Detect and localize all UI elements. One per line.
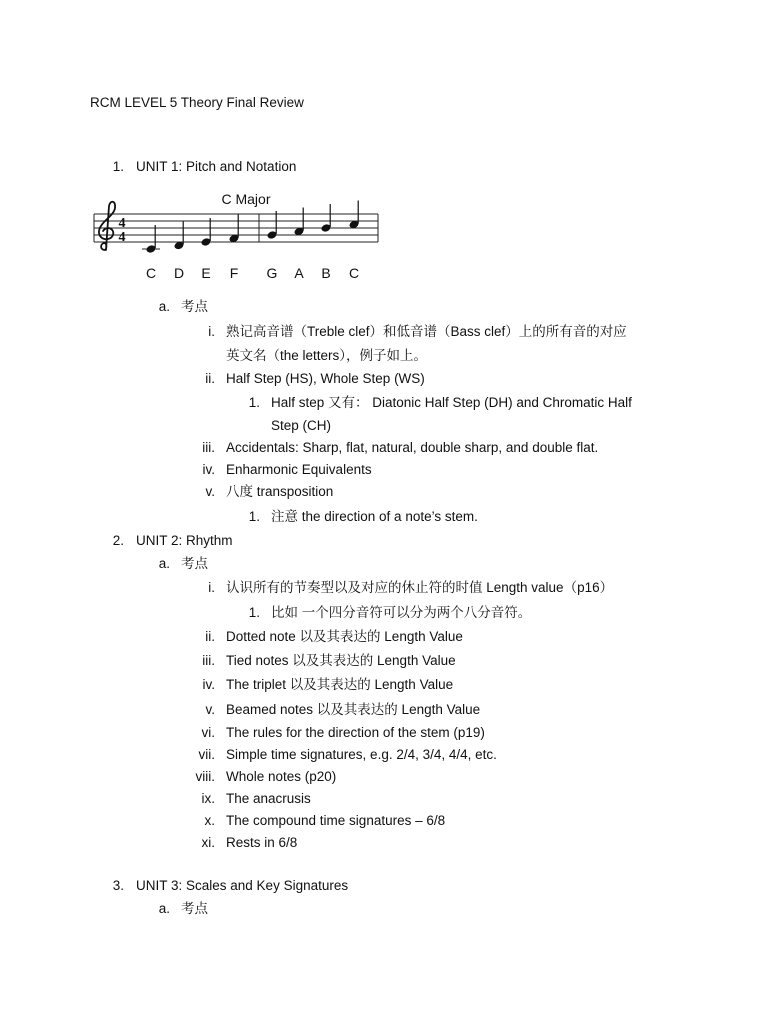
list-number: xi.: [201, 835, 215, 850]
list-item-continuation: 英文名（the letters），例子如上。: [226, 348, 428, 363]
unit2-heading: UNIT 2: Rhythm: [136, 533, 233, 548]
unit1-sub-a-label: 考点: [181, 299, 208, 314]
list-number: 1.: [248, 605, 260, 620]
list-item-continuation: Step (CH): [271, 418, 332, 433]
unit3-sub-a-number: a.: [158, 901, 170, 916]
list-item: Half step 又有： Diatonic Half Step (DH) and Chromatic Half: [271, 395, 632, 410]
list-item: The rules for the direction of the stem (p19): [226, 725, 485, 740]
list-number: 1.: [248, 509, 260, 524]
list-number: iv.: [202, 462, 215, 477]
list-item: Enharmonic Equivalents: [226, 462, 372, 477]
unit3-sub-a-label: 考点: [181, 901, 208, 916]
document-title: RCM LEVEL 5 Theory Final Review: [90, 95, 304, 110]
unit2-sub-a-label: 考点: [181, 556, 208, 571]
list-number: x.: [204, 813, 215, 828]
list-item: 八度 transposition: [226, 484, 334, 499]
c-major-scale-figure: [88, 186, 384, 282]
time-signature-top: 4: [118, 216, 126, 231]
unit3-heading: UNIT 3: Scales and Key Signatures: [136, 878, 349, 893]
list-number: iv.: [202, 677, 215, 692]
unit2-number: 2.: [112, 533, 124, 548]
list-number: vi.: [201, 725, 215, 740]
note-name-label: B: [321, 265, 331, 281]
unit1-number: 1.: [112, 159, 124, 174]
unit1-heading: UNIT 1: Pitch and Notation: [136, 159, 297, 174]
note-name-label: G: [266, 265, 278, 281]
list-item: The triplet 以及其表达的 Length Value: [226, 677, 454, 692]
note-name-label: D: [173, 265, 185, 281]
list-number: iii.: [202, 653, 215, 668]
note-name-label: F: [229, 265, 239, 281]
list-item: 注意 the direction of a note’s stem.: [271, 509, 478, 524]
list-number: i.: [208, 324, 215, 339]
unit3-number: 3.: [112, 878, 124, 893]
list-item: Tied notes 以及其表达的 Length Value: [226, 653, 456, 668]
list-number: v.: [205, 702, 215, 717]
list-item: The anacrusis: [226, 791, 311, 806]
unit2-sub-a-number: a.: [158, 556, 170, 571]
list-item: 认识所有的节奏型以及对应的休止符的时值 Length value（p16）: [226, 580, 614, 595]
list-item: Half Step (HS), Whole Step (WS): [226, 371, 425, 386]
figure-title: C Major: [221, 191, 271, 207]
list-item: Accidentals: Sharp, flat, natural, double sharp, and double flat.: [226, 440, 599, 455]
note-name-label: A: [294, 265, 304, 281]
list-item: Rests in 6/8: [226, 835, 298, 850]
list-number: 1.: [248, 395, 260, 410]
list-number: i.: [208, 580, 215, 595]
list-item: Beamed notes 以及其表达的 Length Value: [226, 702, 481, 717]
list-item: Simple time signatures, e.g. 2/4, 3/4, 4/4, etc.: [226, 747, 497, 762]
note-name-label: E: [201, 265, 211, 281]
list-number: viii.: [195, 769, 215, 784]
list-number: v.: [205, 484, 215, 499]
list-number: vii.: [198, 747, 215, 762]
list-item: Dotted note 以及其表达的 Length Value: [226, 629, 463, 644]
list-item: The compound time signatures – 6/8: [226, 813, 446, 828]
list-number: iii.: [202, 440, 215, 455]
list-item: 熟记高音谱（Treble clef）和低音谱（Bass clef）上的所有音的对应: [226, 324, 627, 339]
list-number: ii.: [205, 371, 215, 386]
note-name-label: C: [348, 265, 360, 281]
time-signature-bottom: 4: [118, 230, 126, 245]
list-number: ix.: [201, 791, 215, 806]
list-item: 比如 一个四分音符可以分为两个八分音符。: [271, 605, 532, 620]
note-name-label: C: [145, 265, 157, 281]
list-item: Whole notes (p20): [226, 769, 337, 784]
unit1-sub-a-number: a.: [158, 299, 170, 314]
list-number: ii.: [205, 629, 215, 644]
